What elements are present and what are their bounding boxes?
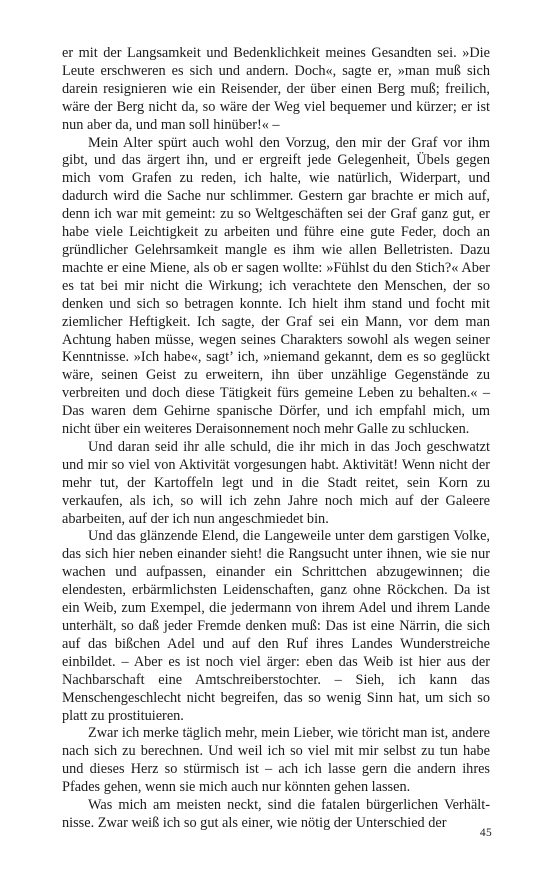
paragraph-4: Und das glänzende Elend, die Langeweile unter dem garstigen Volke, das sich hier neben einander sieht! die Rangsucht unter ihnen, wie sie nur wachen und aufpassen, einander ein Schrittchen abzugewinnen; die elendesten, erbärmlichsten Leidenschaften, ganz ohne Röckchen. Da ist ein Weib, zum Exempel, die jedermann von ihrem Adel und ihrem Lande unterhält, so daß jeder Fremde denken muß: Das ist eine Närrin, die sich auf das bißchen Adel und auf den Ruf ihres Landes Wunderstreiche einbildet. – Aber es ist noch viel ärger: eben das Weib ist hier aus der Nachbarschaft eine Amtschreiberstochter. – Sieh, ich kann das Menschengeschlecht nicht begreifen, das so wenig Sinn hat, um sich so platt zu prostituieren. <box>62 528 490 724</box>
paragraph-6: Was mich am meisten neckt, sind die fatalen bürgerlichen Verhältnisse. Zwar weiß ich so gut als einer, wie nötig der Unterschied der <box>62 797 490 831</box>
page-number: 45 <box>479 827 492 839</box>
body-text <box>62 45 490 833</box>
paragraph-2: Mein Alter spürt auch wohl den Vorzug, den mir der Graf vor ihm gibt, und das ärgert ihn, und er ergreift jede Gelegenheit, Übels gegen mich vom Grafen zu reden, ich halte, wie natürlich, Widerpart, und dadurch wird die Sache nur schlimmer. Gestern gar brachte er mich auf, denn ich war mit gemeint: zu so Weltgeschäften sei der Graf ganz gut, er habe viele Leichtigkeit zu arbeiten und führe eine gute Feder, doch an gründlicher Gelehrsamkeit mangle es ihm wie allen Belletristen. Dazu machte er eine Miene, als ob er sagen wollte: »Fühlst du den Stich?« Aber es tat bei mir nicht die Wirkung; ich verachtete den Menschen, der so denken und sich so betragen konnte. Ich hielt ihm stand und focht mit ziemlicher Heftigkeit. Ich sagte, der Graf sei ein Mann, vor dem man Achtung haben müsse, wegen seines Charakters sowohl als wegen seiner Kenntnisse. »Ich habe«, sagt’ ich, »niemand gekannt, dem es so geglückt wäre, seinen Geist zu erweitern, ihn über unzählige Gegenstände zu verbreiten und doch diese Tätigkeit fürs gemeine Leben zu behalten.« – Das waren dem Gehirne spanische Dörfer, und ich empfahl mich, um nicht über ein weiteres Deraisonnement noch mehr Galle zu schlucken. <box>62 134 490 438</box>
paragraph-5: Zwar ich merke täglich mehr, mein Lieber, wie töricht man ist, andere nach sich zu berechnen. Und weil ich so viel mit mir selbst zu tun habe und dieses Herz so stürmisch ist – ach ich lasse gern die andern ihres Pfades gehen, wenn sie mich auch nur könnten gehen lassen. <box>62 725 490 796</box>
paragraph-3: Und daran seid ihr alle schuld, die ihr mich in das Joch geschwatzt und mir so viel von Aktivität vorgesungen habt. Aktivität! Wenn nicht der mehr tut, der Kartoffeln legt und in die Stadt reitet, sein Korn zu verkaufen, als ich, so will ich zehn Jahre noch mich auf der Galeere abarbeiten, auf der ich nun angeschmiedet bin. <box>62 438 490 527</box>
paragraph-1: er mit der Langsamkeit und Bedenklichkeit meines Gesandten sei. »Die Leute erschweren es sich und andern. Doch«, sagte er, »man muß sich darein resignieren wie ein Reisender, der über einen Berg muß; freilich, wäre der Berg nicht da, so wäre der Weg viel bequemer und kürzer; er ist nun aber da, und man soll hinüber!« – <box>62 45 490 133</box>
